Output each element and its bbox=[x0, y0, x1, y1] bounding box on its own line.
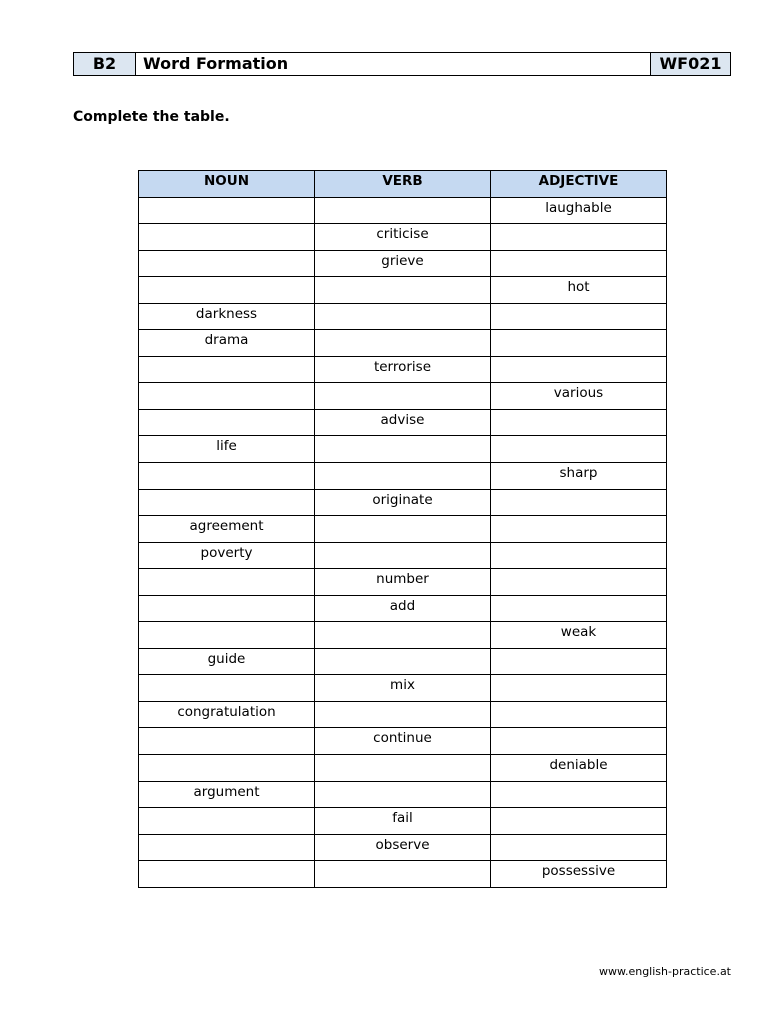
adjective-cell: various bbox=[491, 383, 667, 410]
verb-cell[interactable] bbox=[315, 622, 491, 649]
adjective-cell[interactable] bbox=[491, 834, 667, 861]
verb-cell: originate bbox=[315, 489, 491, 516]
table-row bbox=[139, 542, 667, 569]
table-row bbox=[139, 861, 667, 888]
word-formation-table bbox=[138, 170, 667, 888]
noun-cell[interactable] bbox=[139, 728, 315, 755]
table-row bbox=[139, 595, 667, 622]
adjective-cell[interactable] bbox=[491, 569, 667, 596]
table-row bbox=[139, 409, 667, 436]
adjective-cell[interactable] bbox=[491, 781, 667, 808]
verb-cell: criticise bbox=[315, 224, 491, 251]
adjective-cell: possessive bbox=[491, 861, 667, 888]
verb-cell[interactable] bbox=[315, 781, 491, 808]
table-row bbox=[139, 463, 667, 490]
noun-cell[interactable] bbox=[139, 224, 315, 251]
verb-cell[interactable] bbox=[315, 330, 491, 357]
table-row bbox=[139, 436, 667, 463]
table-row bbox=[139, 383, 667, 410]
verb-cell[interactable] bbox=[315, 861, 491, 888]
table-row bbox=[139, 675, 667, 702]
adjective-cell[interactable] bbox=[491, 701, 667, 728]
noun-cell: darkness bbox=[139, 303, 315, 330]
table-row bbox=[139, 489, 667, 516]
instruction-text: Complete the table. bbox=[73, 109, 230, 125]
table-row bbox=[139, 250, 667, 277]
adjective-cell: hot bbox=[491, 277, 667, 304]
verb-cell: observe bbox=[315, 834, 491, 861]
verb-cell: add bbox=[315, 595, 491, 622]
verb-cell[interactable] bbox=[315, 303, 491, 330]
adjective-cell: sharp bbox=[491, 463, 667, 490]
worksheet-code: WF021 bbox=[650, 53, 730, 75]
verb-cell[interactable] bbox=[315, 701, 491, 728]
noun-cell: poverty bbox=[139, 542, 315, 569]
verb-cell[interactable] bbox=[315, 197, 491, 224]
noun-cell: drama bbox=[139, 330, 315, 357]
noun-cell: congratulation bbox=[139, 701, 315, 728]
noun-cell[interactable] bbox=[139, 356, 315, 383]
noun-cell: agreement bbox=[139, 516, 315, 543]
column-header-verb: VERB bbox=[315, 171, 491, 198]
table-row bbox=[139, 197, 667, 224]
level-label: B2 bbox=[74, 53, 136, 75]
table-row bbox=[139, 755, 667, 782]
verb-cell: number bbox=[315, 569, 491, 596]
noun-cell[interactable] bbox=[139, 569, 315, 596]
table-row bbox=[139, 622, 667, 649]
noun-cell: guide bbox=[139, 648, 315, 675]
worksheet-title: Word Formation bbox=[143, 54, 289, 73]
table-row bbox=[139, 701, 667, 728]
adjective-cell[interactable] bbox=[491, 542, 667, 569]
verb-cell[interactable] bbox=[315, 383, 491, 410]
column-header-adjective: ADJECTIVE bbox=[491, 171, 667, 198]
table-row bbox=[139, 277, 667, 304]
adjective-cell[interactable] bbox=[491, 595, 667, 622]
column-header-noun: NOUN bbox=[139, 171, 315, 198]
noun-cell[interactable] bbox=[139, 755, 315, 782]
adjective-cell[interactable] bbox=[491, 303, 667, 330]
adjective-cell: laughable bbox=[491, 197, 667, 224]
verb-cell[interactable] bbox=[315, 463, 491, 490]
table-row bbox=[139, 569, 667, 596]
adjective-cell[interactable] bbox=[491, 675, 667, 702]
noun-cell: argument bbox=[139, 781, 315, 808]
table-row bbox=[139, 356, 667, 383]
adjective-cell[interactable] bbox=[491, 808, 667, 835]
table-row bbox=[139, 781, 667, 808]
verb-cell[interactable] bbox=[315, 542, 491, 569]
table-row bbox=[139, 808, 667, 835]
adjective-cell[interactable] bbox=[491, 728, 667, 755]
noun-cell[interactable] bbox=[139, 489, 315, 516]
noun-cell: life bbox=[139, 436, 315, 463]
noun-cell[interactable] bbox=[139, 622, 315, 649]
table-row bbox=[139, 516, 667, 543]
verb-cell: mix bbox=[315, 675, 491, 702]
table-body bbox=[139, 197, 667, 887]
noun-cell[interactable] bbox=[139, 675, 315, 702]
verb-cell[interactable] bbox=[315, 436, 491, 463]
table-row bbox=[139, 834, 667, 861]
worksheet-header bbox=[73, 52, 731, 76]
table-row bbox=[139, 648, 667, 675]
adjective-cell[interactable] bbox=[491, 224, 667, 251]
verb-cell[interactable] bbox=[315, 277, 491, 304]
noun-cell[interactable] bbox=[139, 250, 315, 277]
footer-website: www.english-practice.at bbox=[598, 965, 731, 978]
adjective-cell[interactable] bbox=[491, 356, 667, 383]
verb-cell[interactable] bbox=[315, 648, 491, 675]
noun-cell[interactable] bbox=[139, 409, 315, 436]
noun-cell[interactable] bbox=[139, 595, 315, 622]
table-header-row bbox=[139, 171, 667, 198]
noun-cell[interactable] bbox=[139, 808, 315, 835]
verb-cell[interactable] bbox=[315, 755, 491, 782]
adjective-cell[interactable] bbox=[491, 516, 667, 543]
noun-cell[interactable] bbox=[139, 834, 315, 861]
verb-cell: advise bbox=[315, 409, 491, 436]
table-row bbox=[139, 303, 667, 330]
verb-cell: continue bbox=[315, 728, 491, 755]
noun-cell[interactable] bbox=[139, 463, 315, 490]
verb-cell[interactable] bbox=[315, 516, 491, 543]
noun-cell[interactable] bbox=[139, 861, 315, 888]
verb-cell: fail bbox=[315, 808, 491, 835]
noun-cell[interactable] bbox=[139, 277, 315, 304]
adjective-cell[interactable] bbox=[491, 330, 667, 357]
adjective-cell[interactable] bbox=[491, 436, 667, 463]
table-row bbox=[139, 330, 667, 357]
verb-cell: terrorise bbox=[315, 356, 491, 383]
adjective-cell[interactable] bbox=[491, 489, 667, 516]
noun-cell[interactable] bbox=[139, 383, 315, 410]
adjective-cell[interactable] bbox=[491, 648, 667, 675]
adjective-cell[interactable] bbox=[491, 409, 667, 436]
verb-cell: grieve bbox=[315, 250, 491, 277]
table-row bbox=[139, 728, 667, 755]
table-row bbox=[139, 224, 667, 251]
noun-cell[interactable] bbox=[139, 197, 315, 224]
adjective-cell: deniable bbox=[491, 755, 667, 782]
adjective-cell: weak bbox=[491, 622, 667, 649]
adjective-cell[interactable] bbox=[491, 250, 667, 277]
